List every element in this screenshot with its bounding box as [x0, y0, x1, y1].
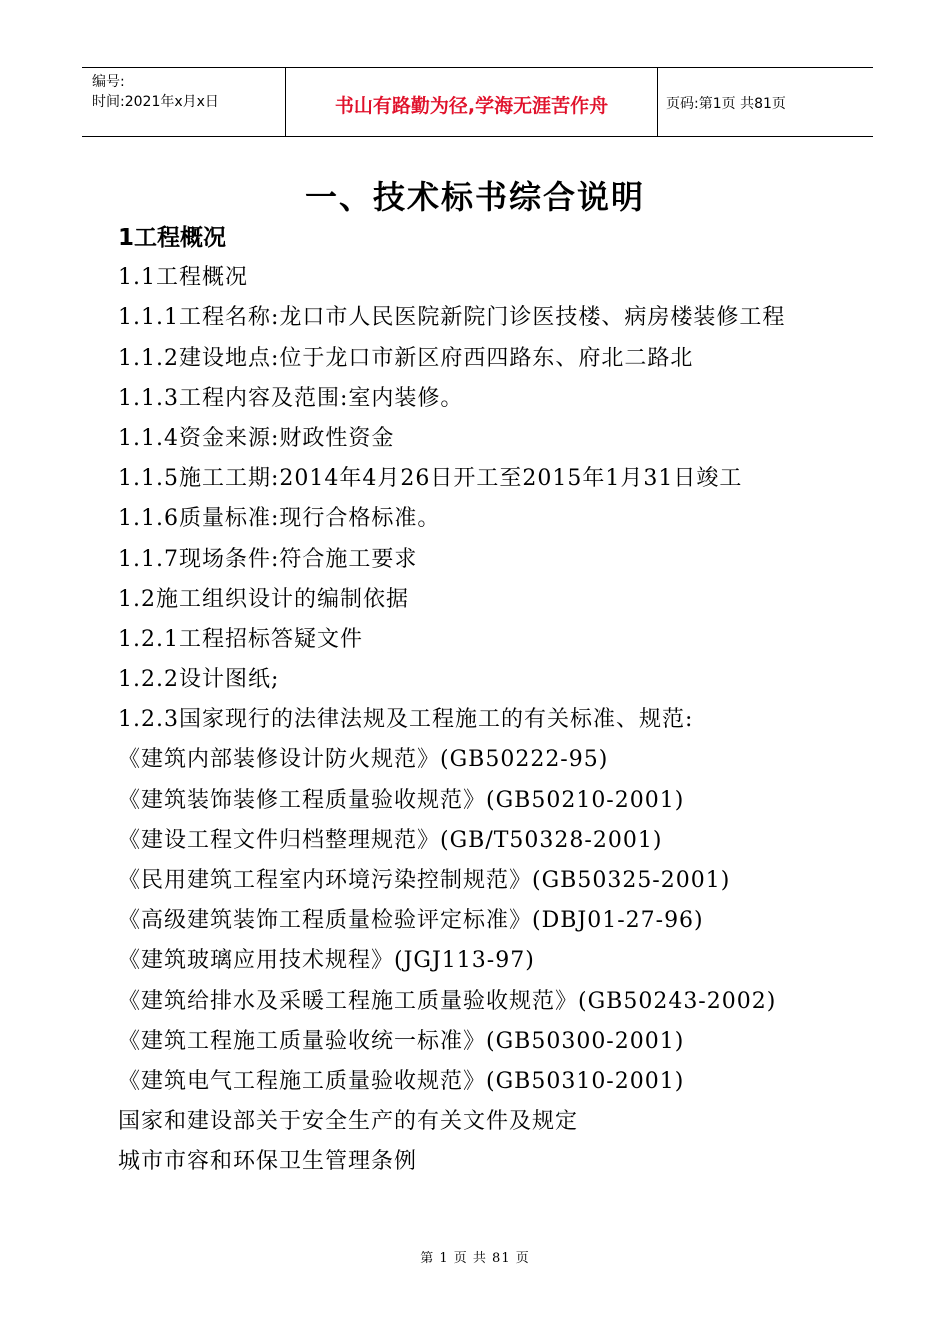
text-line: 1.1.4资金来源:财政性资金	[118, 425, 395, 451]
page-footer: 第 1 页 共 81 页	[420, 1251, 530, 1266]
text-line: 《民用建筑工程室内环境污染控制规范》(GB50325-2001)	[118, 868, 731, 894]
section-heading: 1工程概况	[118, 225, 227, 251]
header-motto: 书山有路勤为径,学海无涯苦作舟	[285, 68, 658, 136]
time-label: 时间:2021年x月x日	[92, 94, 219, 110]
text-line: 1.1.2建设地点:位于龙口市新区府西四路东、府北二路北	[118, 345, 694, 371]
text-line: 《建设工程文件归档整理规范》(GB/T50328-2001)	[118, 827, 663, 853]
text-line: 城市市容和环保卫生管理条例	[118, 1149, 418, 1175]
page-title: 一、技术标书综合说明	[304, 178, 645, 216]
document-header-table	[82, 67, 873, 137]
text-line: 1.2施工组织设计的编制依据	[118, 586, 409, 612]
text-line: 1.1.3工程内容及范围:室内装修。	[118, 385, 464, 411]
text-line: 1.2.1工程招标答疑文件	[118, 626, 363, 652]
text-line: 1.1.5施工工期:2014年4月26日开工至2015年1月31日竣工	[118, 466, 743, 492]
text-line: 1.2.2设计图纸;	[118, 667, 280, 693]
text-line: 《高级建筑装饰工程质量检验评定标准》(DBJ01-27-96)	[118, 908, 704, 934]
text-line: 《建筑内部装修设计防火规范》(GB50222-95)	[118, 747, 609, 773]
text-line: 《建筑给排水及采暖工程施工质量验收规范》(GB50243-2002)	[118, 988, 777, 1014]
header-meta-cell	[82, 68, 285, 136]
text-line: 《建筑电气工程施工质量验收规范》(GB50310-2001)	[118, 1068, 685, 1094]
document-body	[118, 218, 848, 1183]
text-line: 1.1工程概况	[118, 265, 248, 291]
text-line: 《建筑装饰装修工程质量验收规范》(GB50210-2001)	[118, 787, 685, 813]
text-line: 《建筑工程施工质量验收统一标准》(GB50300-2001)	[118, 1028, 685, 1054]
text-line: 1.2.3国家现行的法律法规及工程施工的有关标准、规范:	[118, 707, 694, 733]
number-label: 编号:	[92, 74, 125, 90]
text-line: 1.1.1工程名称:龙口市人民医院新院门诊医技楼、病房楼装修工程	[118, 305, 786, 331]
text-line: 1.1.7现场条件:符合施工要求	[118, 546, 418, 572]
text-line: 国家和建设部关于安全生产的有关文件及规定	[118, 1109, 579, 1135]
text-line: 《建筑玻璃应用技术规程》(JGJ113-97)	[118, 948, 535, 974]
header-page-info: 页码:第1页 共81页	[666, 96, 786, 112]
text-line: 1.1.6质量标准:现行合格标准。	[118, 506, 441, 532]
